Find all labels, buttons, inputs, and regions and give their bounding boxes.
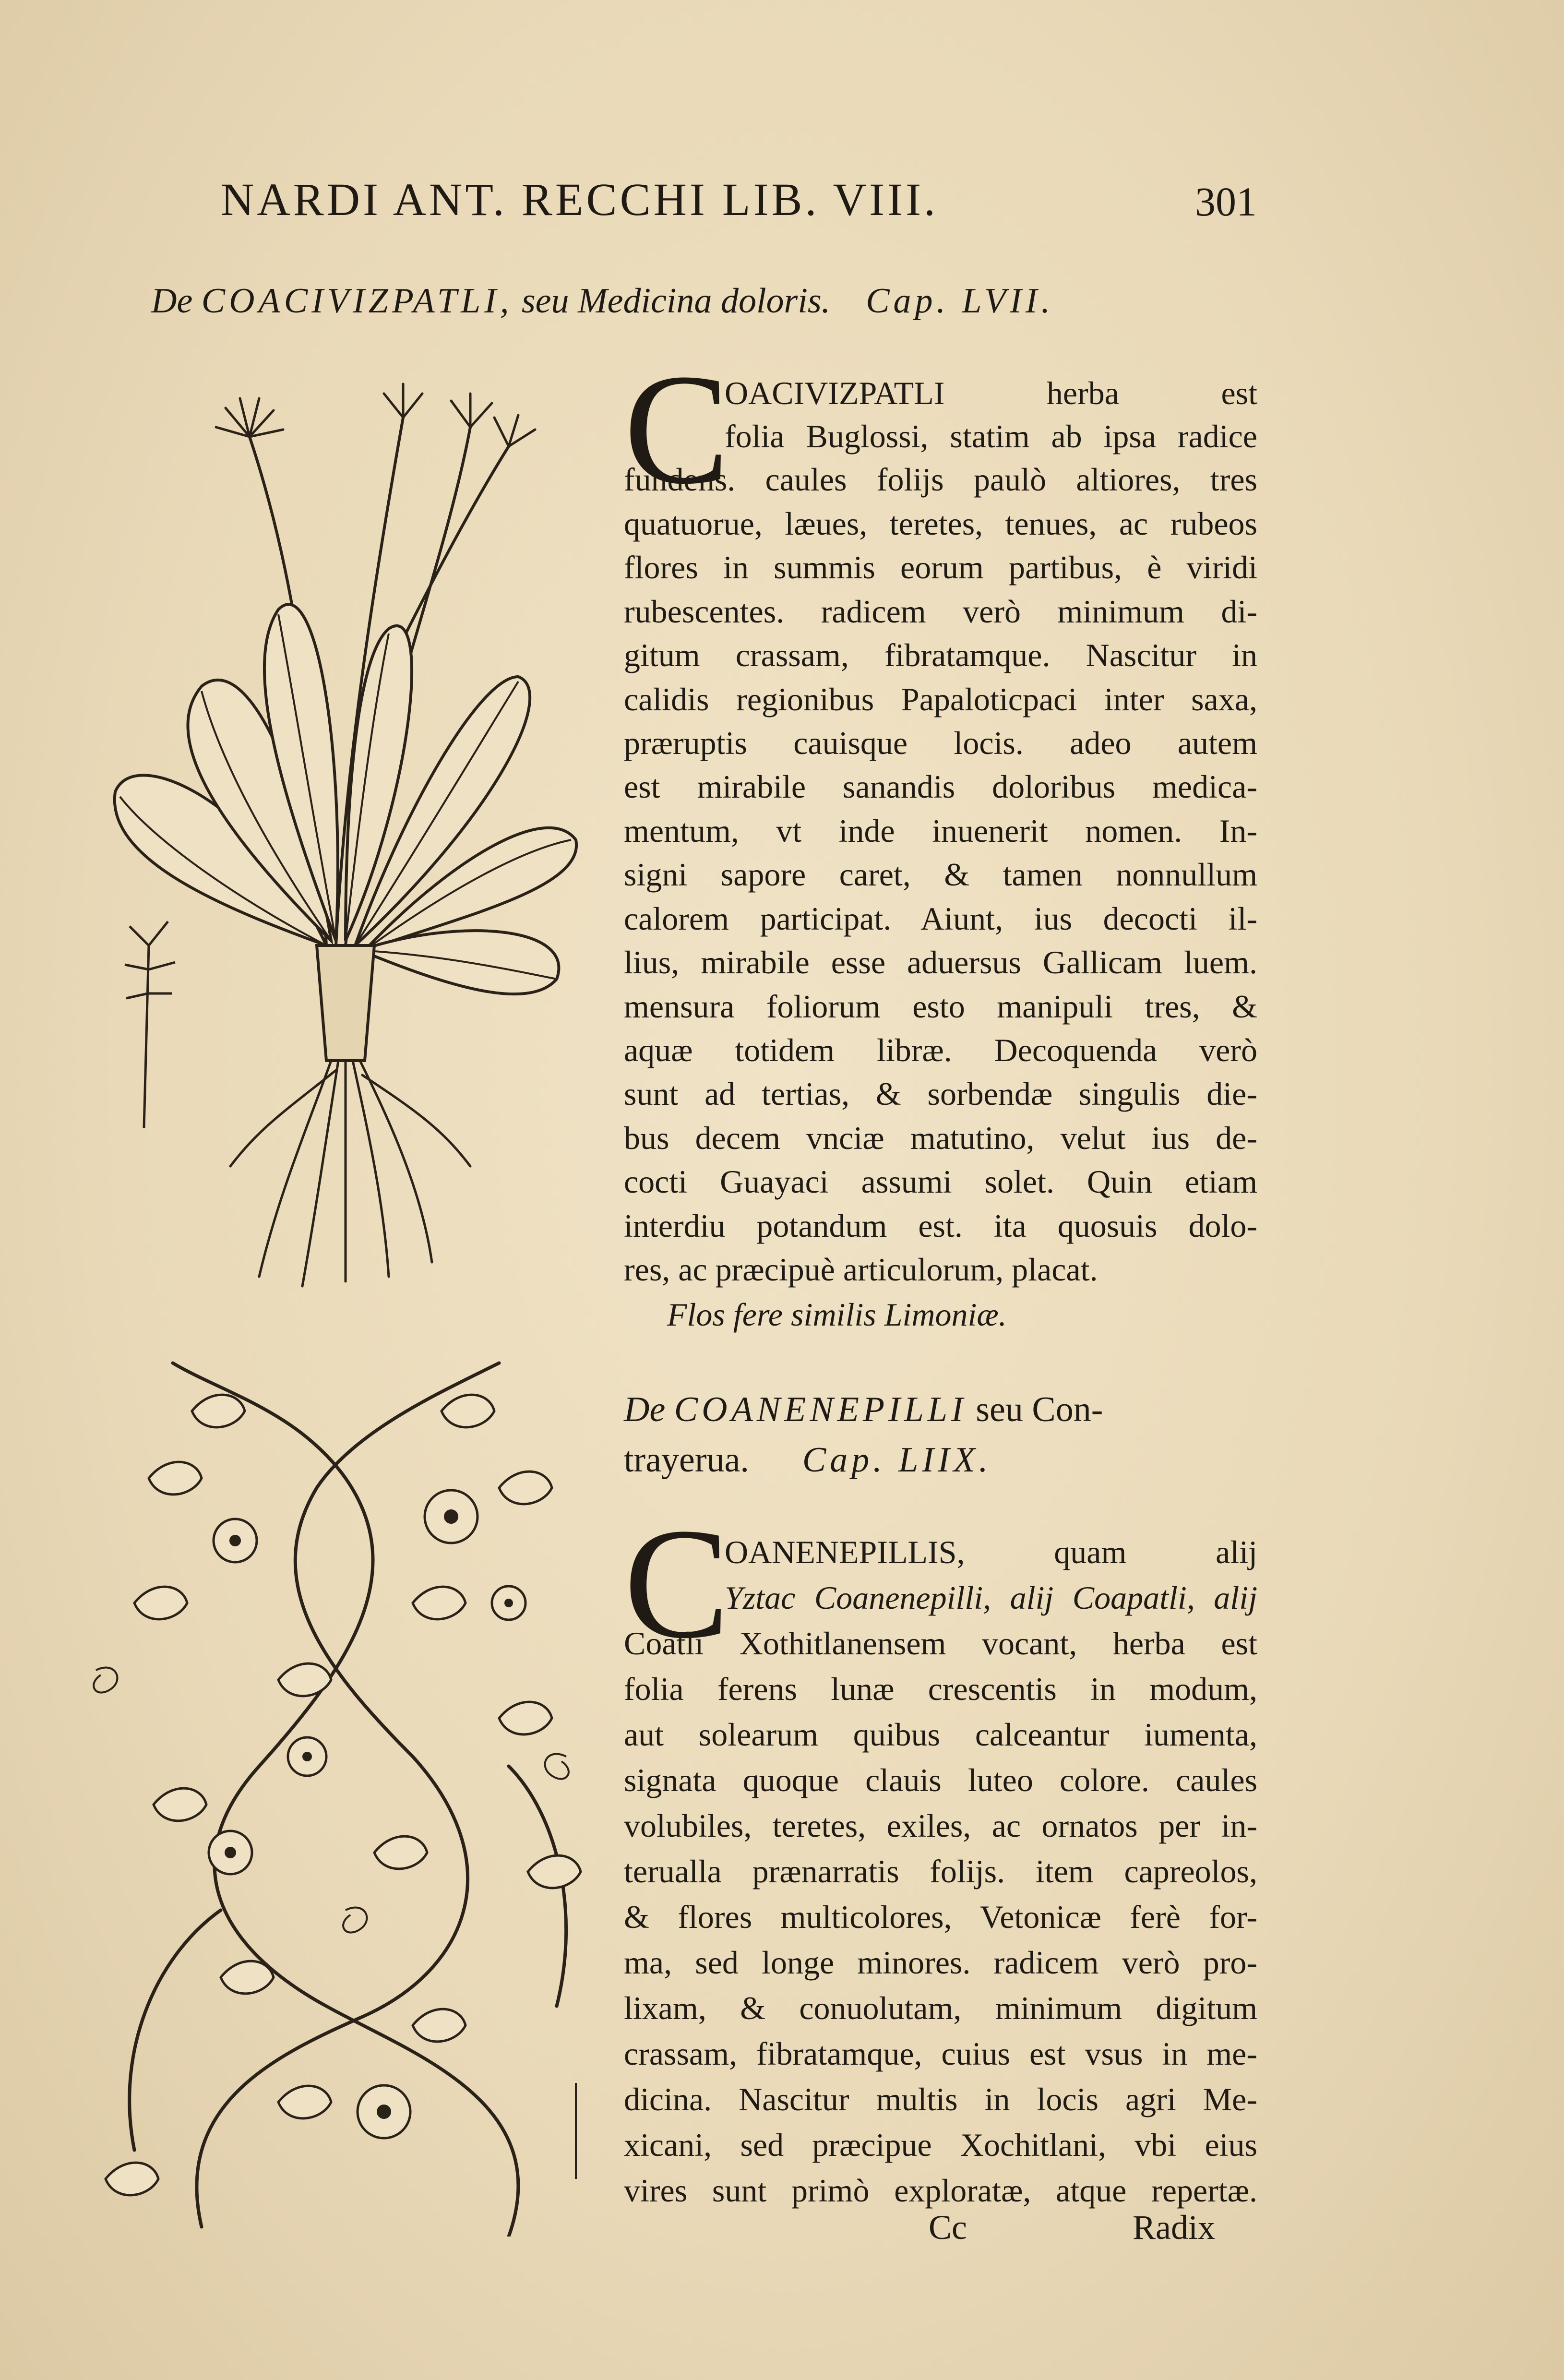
text-line: OACIVIZPATLI herba est (725, 375, 1257, 411)
text-line: aut solearum quibus calceantur iumenta, (624, 1716, 1257, 1753)
chapter-heading (624, 1389, 1103, 1430)
text-line: terualla prænarratis folijs. item capreolos, (624, 1853, 1257, 1890)
text-line: calorem participat. Aiunt, ius decocti il- (624, 900, 1257, 937)
running-title: NARDI ANT. RECCHI LIB. VIII. (221, 174, 939, 225)
heading-name: COANENEPILLI (674, 1390, 967, 1429)
text-line: mensura foliorum esto manipuli tres, & (624, 988, 1257, 1025)
text-line: vires sunt primò exploratæ, atque repertæ. (624, 2172, 1257, 2209)
catchword: Radix (1133, 2208, 1215, 2247)
page-number: 301 (1195, 179, 1257, 225)
text-line: volubiles, teretes, exiles, ac ornatos per in- (624, 1807, 1257, 1844)
text-line: folia Buglossi, statim ab ipsa radice (725, 418, 1257, 454)
text-line-content: calidis regionibus Papaloticpaci inter saxa, (624, 681, 1257, 718)
heading-cap: Cap. LIIX. (802, 1440, 992, 1480)
text-line: rubescentes. radicem verò minimum di- (624, 593, 1257, 630)
text-line: flores in summis eorum partibus, è viridi (624, 549, 1257, 586)
text-line: aquæ totidem libræ. Decoquenda verò (624, 1032, 1257, 1068)
text-line: fundens. caules folijs paulò altiores, tres (624, 461, 1257, 498)
text-line: Yztac Coanenepilli, alij Coapatli, alij (725, 1579, 1257, 1616)
text-line (624, 681, 1257, 718)
heading-line2: trayerua. (624, 1440, 749, 1480)
vine-woodcut-illustration (77, 1334, 609, 2236)
text-line: Coatli Xothitlanensem vocant, herba est (624, 1625, 1257, 1662)
text-line: sunt ad tertias, & sorbendæ singulis die- (624, 1076, 1257, 1112)
signature-mark: Cc (929, 2208, 967, 2247)
heading-prefix: De (151, 281, 193, 321)
text-line: est mirabile sanandis doloribus medica- (624, 768, 1257, 805)
text-line: quatuorue, læues, teretes, tenues, ac rubeos (624, 505, 1257, 542)
text-line: & flores multicolores, Vetonicæ ferè for- (624, 1899, 1257, 1935)
chapter-heading (151, 281, 1054, 322)
text-line: præruptis cauisque locis. adeo autem (624, 725, 1257, 761)
text-line: cocti Guayaci assumi solet. Quin etiam (624, 1163, 1257, 1200)
text-line: crassam, fibratamque, cuius est vsus in me- (624, 2035, 1257, 2072)
note-line: Flos fere similis Limoniæ. (667, 1296, 1007, 1333)
text-line: lixam, & conuolutam, minimum digitum (624, 1990, 1257, 2026)
text-line: ma, sed longe minores. radicem verò pro- (624, 1944, 1257, 1981)
text-line: res, ac præcipuè articulorum, placat. (624, 1251, 1098, 1288)
text-line: folia ferens lunæ crescentis in modum, (624, 1671, 1257, 1707)
drop-cap: C (624, 1496, 730, 1671)
text-line: interdiu potandum est. ita quosuis dolo- (624, 1208, 1257, 1244)
heading-cap: Cap. LVII. (866, 281, 1054, 321)
text-line: lius, mirabile esse aduersus Gallicam luem. (624, 944, 1257, 981)
heading-rest: seu Medicina doloris. (521, 281, 831, 321)
chapter-heading-continued (624, 1440, 991, 1481)
text-line: xicani, sed præcipue Xochitlani, vbi eius (624, 2127, 1257, 2163)
text-line: signi sapore caret, & tamen nonnullum (624, 856, 1257, 893)
heading-rest: seu Con- (976, 1390, 1103, 1429)
text-line: dicina. Nascitur multis in locis agri Me- (624, 2081, 1257, 2117)
heading-name: COACIVIZPATLI, (201, 281, 513, 321)
text-line: gitum crassam, fibratamque. Nascitur in (624, 637, 1257, 673)
heading-prefix: De (624, 1390, 666, 1429)
drop-cap: C (624, 342, 730, 517)
text-line: signata quoque clauis luteo colore. caules (624, 1762, 1257, 1798)
plant-woodcut-illustration (77, 379, 595, 1291)
text-line: OANENEPILLIS, quam alij (725, 1534, 1257, 1570)
text-line: bus decem vnciæ matutino, velut ius de- (624, 1120, 1257, 1156)
text-line: mentum, vt inde inuenerit nomen. In- (624, 813, 1257, 849)
